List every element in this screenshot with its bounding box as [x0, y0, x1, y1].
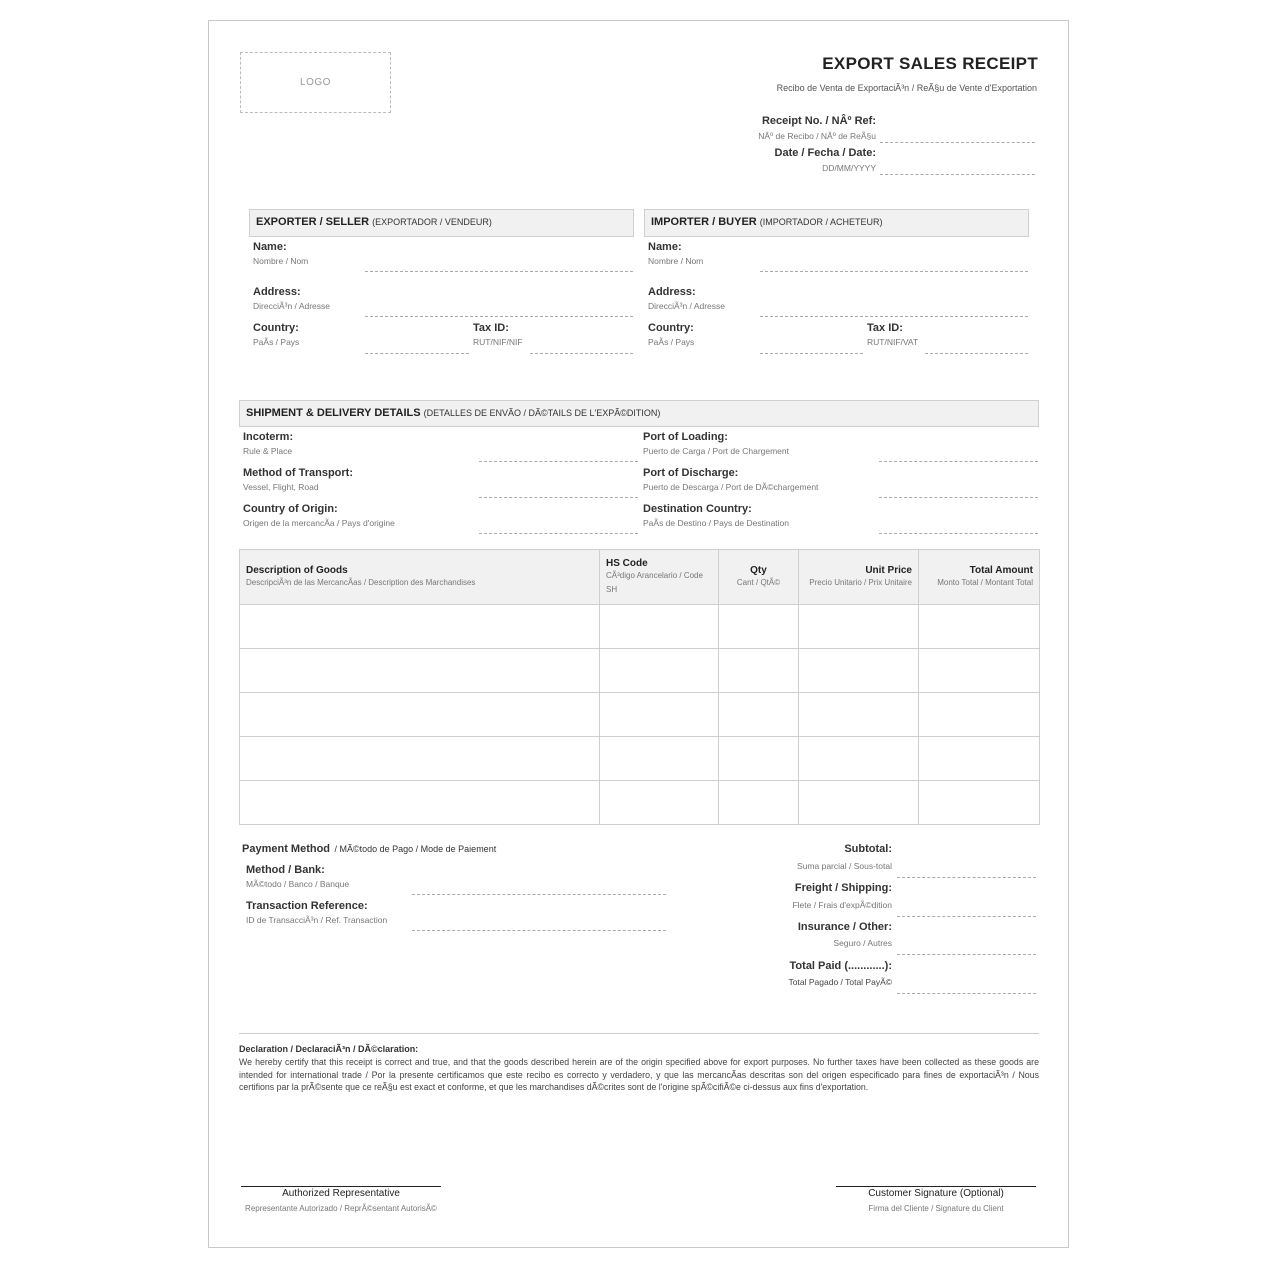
table-cell[interactable]: [240, 605, 600, 649]
importer-country-sublabel: PaÃs / Pays: [648, 337, 695, 347]
insurance-field[interactable]: [897, 954, 1036, 955]
col-unit-price-sublabel: Precio Unitario / Prix Unitaire: [809, 577, 912, 587]
col-unit-price-label: Unit Price: [865, 564, 912, 576]
destination-label: Destination Country:: [643, 503, 752, 515]
representative-signature-line[interactable]: [241, 1186, 441, 1187]
payment-bank-label: Method / Bank:: [246, 864, 325, 876]
representative-signature-sublabel: Representante Autorizado / ReprÃ©sentant AutorisÃ©: [245, 1204, 437, 1213]
declaration-divider: [239, 1033, 1039, 1034]
logo-placeholder: LOGO: [240, 52, 391, 113]
incoterm-sublabel: Rule & Place: [243, 446, 293, 456]
importer-country-label: Country:: [648, 322, 694, 334]
transport-field[interactable]: [479, 497, 638, 498]
subtotal-label: Subtotal:: [844, 843, 892, 855]
col-total-amount-label: Total Amount: [969, 564, 1033, 576]
declaration-body: We hereby certify that this receipt is correct and true, and that the goods described herein are of the origin specified above for export purposes. No further taxes have been collected as these goods are intended for international trade / Por la presente certificamos que este recibo es correcto y verdadero, y que las mercancÃas descritas son del origen especificado para fines de exportaciÃ³n / Nous certifions par la prÃ©sente que ce reÃ§u est exact et conforme, et que les marchandises dÃ©crites sont de l'origine spÃ©cifiÃ©e ci-dessus aux fins d'exportation.: [239, 1057, 1039, 1092]
freight-field[interactable]: [897, 916, 1036, 917]
transaction-ref-sublabel: ID de TransacciÃ³n / Ref. Transaction: [246, 915, 388, 925]
subtotal-sublabel: Suma parcial / Sous-total: [797, 861, 892, 871]
exporter-heading-sub: (EXPORTADOR / VENDEUR): [372, 217, 492, 227]
table-cell[interactable]: [719, 605, 799, 649]
transport-sublabel: Vessel, Flight, Road: [243, 482, 319, 492]
table-cell[interactable]: [719, 693, 799, 737]
importer-country-field[interactable]: [760, 353, 863, 354]
importer-tax-field[interactable]: [925, 353, 1028, 354]
exporter-name-sublabel: Nombre / Nom: [253, 256, 309, 266]
table-cell[interactable]: [799, 737, 919, 781]
payment-bank-sublabel: MÃ©todo / Banco / Banque: [246, 879, 350, 889]
port-discharge-label: Port of Discharge:: [643, 467, 739, 479]
exporter-name-field[interactable]: [365, 271, 633, 272]
col-hs-code-label: HS Code: [606, 557, 648, 569]
customer-signature-sublabel: Firma del Cliente / Signature du Client: [868, 1204, 1004, 1213]
table-cell[interactable]: [919, 737, 1040, 781]
table-cell[interactable]: [799, 649, 919, 693]
payment-bank-field[interactable]: [412, 894, 666, 895]
table-cell[interactable]: [240, 693, 600, 737]
table-row: [240, 693, 1040, 737]
origin-field[interactable]: [479, 533, 638, 534]
table-cell[interactable]: [799, 605, 919, 649]
table-cell[interactable]: [719, 649, 799, 693]
importer-heading-sub: (IMPORTADOR / ACHETEUR): [759, 217, 883, 227]
exporter-address-label: Address:: [253, 286, 301, 298]
goods-table: [239, 549, 1040, 825]
port-loading-field[interactable]: [879, 461, 1038, 462]
exporter-tax-sublabel: RUT/NIF/NIF: [473, 337, 523, 347]
table-cell[interactable]: [240, 649, 600, 693]
exporter-country-field[interactable]: [365, 353, 469, 354]
col-description-sublabel: DescripciÃ³n de las MercancÃas / Description des Marchandises: [246, 577, 476, 587]
col-description-label: Description of Goods: [246, 564, 348, 576]
table-cell[interactable]: [600, 781, 719, 825]
table-cell[interactable]: [240, 781, 600, 825]
destination-field[interactable]: [879, 533, 1038, 534]
shipment-section-header: [239, 400, 1039, 427]
port-discharge-sublabel: Puerto de Descarga / Port de DÃ©chargement: [643, 482, 819, 492]
col-unit-price: [799, 550, 919, 605]
exporter-country-label: Country:: [253, 322, 299, 334]
shipment-heading: SHIPMENT & DELIVERY DETAILS: [246, 407, 421, 419]
date-field[interactable]: [880, 174, 1035, 175]
table-cell[interactable]: [719, 737, 799, 781]
table-cell[interactable]: [799, 693, 919, 737]
payment-heading-label: Payment Method: [242, 843, 331, 855]
declaration-title: Declaration / DeclaraciÃ³n / DÃ©claration:: [239, 1044, 419, 1054]
importer-address-field[interactable]: [760, 316, 1028, 317]
incoterm-label: Incoterm:: [243, 431, 294, 443]
total-paid-sublabel: Total Pagado / Total PayÃ©: [788, 977, 892, 987]
payment-heading: [242, 839, 496, 857]
exporter-heading: EXPORTER / SELLER: [256, 216, 370, 228]
table-cell[interactable]: [600, 649, 719, 693]
total-paid-field[interactable]: [897, 993, 1036, 994]
shipment-heading-sub: (DETALLES DE ENVÃO / DÃ©TAILS DE L'EXPÃ©DITION): [423, 408, 661, 418]
origin-sublabel: Origen de la mercancÃa / Pays d'origine: [243, 518, 395, 528]
receipt-page: [208, 20, 1069, 1248]
col-hs-code-sublabel: CÃ³digo Arancelario / Code SH: [606, 570, 703, 594]
subtotal-field[interactable]: [897, 877, 1036, 878]
exporter-address-sublabel: DirecciÃ³n / Adresse: [253, 301, 330, 311]
customer-signature-label: Customer Signature (Optional): [868, 1188, 1004, 1199]
table-cell[interactable]: [719, 781, 799, 825]
col-total-amount-sublabel: Monto Total / Montant Total: [937, 577, 1033, 587]
customer-signature-line[interactable]: [836, 1186, 1036, 1187]
transport-label: Method of Transport:: [243, 467, 353, 479]
exporter-address-field[interactable]: [365, 316, 633, 317]
importer-name-label: Name:: [648, 241, 682, 253]
table-cell[interactable]: [600, 605, 719, 649]
port-loading-sublabel: Puerto de Carga / Port de Chargement: [643, 446, 789, 456]
table-cell[interactable]: [600, 693, 719, 737]
receipt-no-label: Receipt No. / NÂº Ref:: [761, 115, 876, 127]
importer-tax-label: Tax ID:: [867, 322, 903, 334]
table-row: [240, 737, 1040, 781]
transaction-ref-field[interactable]: [412, 930, 666, 931]
freight-label: Freight / Shipping:: [794, 882, 892, 894]
date-label: Date / Fecha / Date:: [774, 147, 876, 159]
transaction-ref-label: Transaction Reference:: [246, 900, 368, 912]
table-cell[interactable]: [919, 693, 1040, 737]
insurance-label: Insurance / Other:: [797, 921, 892, 933]
destination-sublabel: PaÃs de Destino / Pays de Destination: [643, 518, 789, 528]
importer-section-header: [644, 209, 1029, 237]
table-row: [240, 605, 1040, 649]
port-discharge-field[interactable]: [879, 497, 1038, 498]
table-cell[interactable]: [919, 649, 1040, 693]
date-sublabel: DD/MM/YYYY: [822, 163, 876, 173]
insurance-sublabel: Seguro / Autres: [833, 938, 892, 948]
importer-name-field[interactable]: [760, 271, 1028, 272]
exporter-section-header: [249, 209, 634, 237]
table-cell[interactable]: [919, 781, 1040, 825]
importer-heading: IMPORTER / BUYER: [651, 216, 757, 228]
receipt-no-sublabel: NÂº de Recibo / NÂº de ReÃ§u: [758, 131, 876, 141]
table-cell[interactable]: [799, 781, 919, 825]
col-total-amount: [919, 550, 1040, 605]
goods-table-header: [240, 550, 1040, 605]
table-row: [240, 781, 1040, 825]
origin-label: Country of Origin:: [243, 503, 338, 515]
importer-address-label: Address:: [648, 286, 696, 298]
col-qty-sublabel: Cant / QtÃ©: [736, 577, 781, 587]
table-cell[interactable]: [600, 737, 719, 781]
table-row: [240, 649, 1040, 693]
page-title: EXPORT SALES RECEIPT: [822, 54, 1038, 73]
importer-name-sublabel: Nombre / Nom: [648, 256, 704, 266]
page-subtitle: Recibo de Venta de ExportaciÃ³n / ReÃ§u de Vente d'Exportation: [776, 83, 1037, 93]
table-cell[interactable]: [919, 605, 1040, 649]
incoterm-field[interactable]: [479, 461, 638, 462]
exporter-name-label: Name:: [253, 241, 287, 253]
port-loading-label: Port of Loading:: [643, 431, 728, 443]
representative-signature-label: Authorized Representative: [282, 1188, 400, 1199]
receipt-no-field[interactable]: [880, 142, 1035, 143]
exporter-tax-label: Tax ID:: [473, 322, 509, 334]
importer-tax-sublabel: RUT/NIF/VAT: [867, 337, 919, 347]
total-paid-label: Total Paid (............):: [789, 960, 892, 972]
importer-address-sublabel: DirecciÃ³n / Adresse: [648, 301, 725, 311]
exporter-country-sublabel: PaÃs / Pays: [253, 337, 300, 347]
table-cell[interactable]: [240, 737, 600, 781]
col-qty: [719, 550, 799, 605]
exporter-tax-field[interactable]: [530, 353, 633, 354]
col-hs-code: [600, 550, 719, 605]
payment-heading-sub: / MÃ©todo de Pago / Mode de Paiement: [334, 844, 497, 854]
freight-sublabel: Flete / Frais d'expÃ©dition: [792, 900, 892, 910]
col-qty-label: Qty: [750, 564, 767, 576]
col-description: [240, 550, 600, 605]
